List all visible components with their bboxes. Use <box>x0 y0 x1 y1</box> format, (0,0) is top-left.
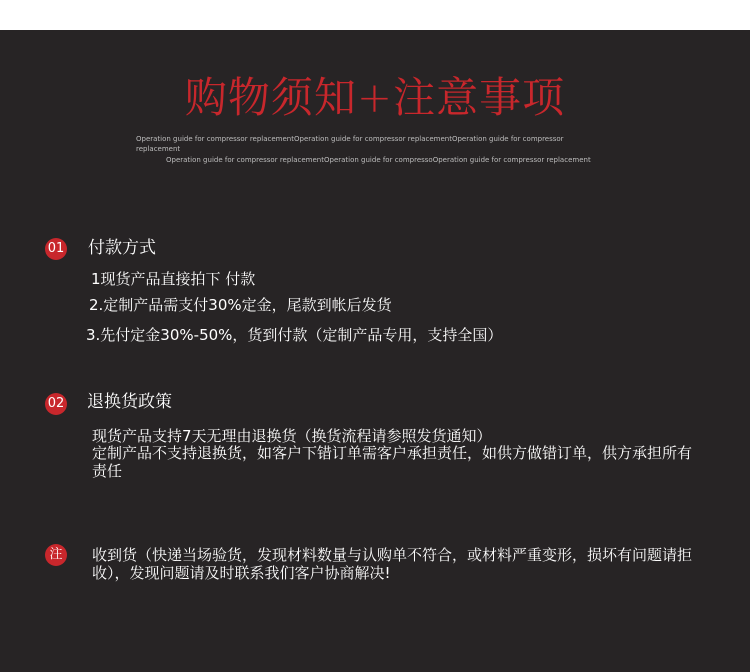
payment-line: 1现货产品直接拍下 付款 <box>91 270 256 288</box>
page-title: 购物须知+注意事项 <box>184 73 566 122</box>
section-number-badge: 01 <box>45 238 67 260</box>
section-heading-returns: 退换货政策 <box>87 392 172 412</box>
section-number-badge: 02 <box>45 393 67 415</box>
note-text: 收到货（快递当场验货，发现材料数量与认购单不符合，或材料严重变形，损坏有问题请拒收），发现问题请及时联系我们客户协商解决! <box>92 546 693 582</box>
payment-line: 3.先付定金30%-50%，货到付款（定制产品专用，支持全国） <box>86 326 503 344</box>
returns-line: 现货产品支持7天无理由退换货（换货流程请参照发货通知） <box>92 427 492 445</box>
returns-line: 定制产品不支持退换货，如客户下错订单需客户承担责任，如供方做错订单，供方承担所有责任 <box>92 444 693 480</box>
top-white-band <box>0 0 750 30</box>
subtitle-line-2: Operation guide for compressor replacementOperation guide for compressoOperation guide for compressor replacement <box>166 156 591 164</box>
subtitle-line-1: Operation guide for compressor replacementOperation guide for compressor replacementOperation guide for compressor replacement <box>136 135 564 153</box>
section-heading-payment: 付款方式 <box>88 238 156 258</box>
note-badge: 注 <box>45 544 67 566</box>
payment-line: 2.定制产品需支付30%定金，尾款到帐后发货 <box>89 296 392 314</box>
